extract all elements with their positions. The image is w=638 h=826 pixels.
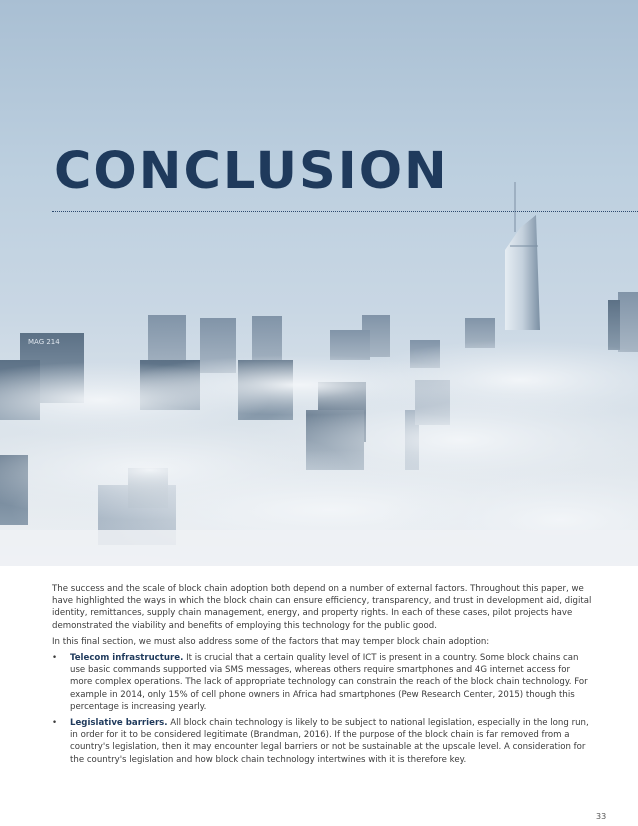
page-title: CONCLUSION: [54, 142, 449, 201]
bullet-marker: •: [52, 653, 58, 664]
bullet-marker: •: [52, 718, 58, 729]
section-lead: In this final section, we must also address some of the factors that may temper block chain adoption:: [52, 636, 490, 647]
bullet-title: Legislative barriers.: [70, 718, 168, 729]
list-item: [52, 717, 592, 766]
list-item: [52, 652, 592, 713]
title-divider: [52, 211, 638, 212]
bullet-text: All block chain technology is likely to be subject to national legislation, especially in the long run, in order for it to be considered legitimate (Brandman, 2016). If the purpose of the block chain is far removed from a country's legislation, then it may encounter legal barriers or not be sustainable at the upscale level. A consideration for the country's legislation and how block chain technology intertwines with it is therefore key.: [70, 718, 589, 765]
building-sign: MAG 214: [28, 338, 60, 346]
intro-paragraph: The success and the scale of block chain adoption both depend on a number of external factors. Throughout this paper, we have highlighted the ways in which the block chain can ensure efficiency, transparency, and trust in development aid, digital identity, remittances, supply chain management, energy, and property rights. In each of these cases, pilot projects have demonstrated the viability and benefits of employing this technology for the public good.: [52, 584, 592, 631]
body-text: [52, 583, 592, 770]
factor-list: [52, 652, 592, 766]
bullet-text: It is crucial that a certain quality level of ICT is present in a country. Some block chains can use basic commands supported via SMS messages, whereas others require smartphones and 4G internet access for more complex operations. The lack of appropriate technology can constrain the reach of the block chain technology. For example in 2014, only 15% of cell phone owners in Africa had smartphones (Pew Research Center, 2015) though this percentage is increasing yearly.: [70, 653, 588, 712]
page-number: 33: [596, 812, 607, 821]
bullet-title: Telecom infrastructure.: [70, 653, 184, 664]
tall-tower: [505, 215, 540, 330]
